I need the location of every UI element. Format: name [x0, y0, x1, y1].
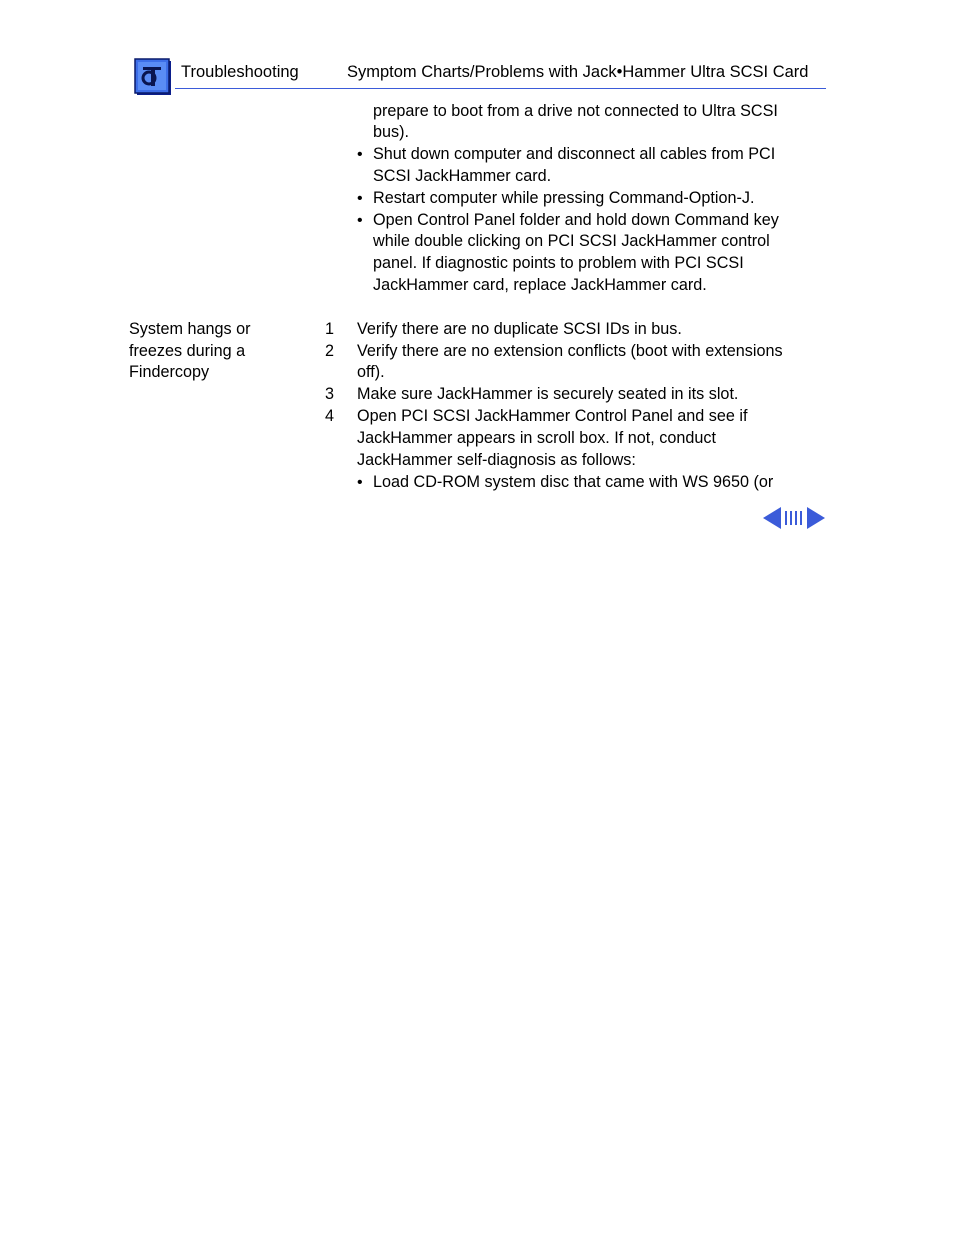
step-number: 3	[325, 385, 335, 403]
bullet-line: Open Control Panel folder and hold down Command key	[373, 211, 779, 229]
bullet-line: panel. If diagnostic points to problem with PCI SCSI	[373, 254, 744, 272]
step-line: Verify there are no extension conflicts (boot with extensions	[357, 342, 783, 360]
step-line: Make sure JackHammer is securely seated in its slot.	[357, 385, 739, 403]
bullet-line: Shut down computer and disconnect all cables from PCI	[373, 145, 776, 163]
step-number: 4	[325, 407, 335, 425]
bullet-line: JackHammer card, replace JackHammer card.	[373, 276, 707, 294]
apple-service-logo-icon	[134, 58, 172, 96]
next-page-arrow-icon[interactable]	[807, 507, 825, 529]
step-line: Verify there are no duplicate SCSI IDs in bus.	[357, 320, 682, 338]
bullet-line: while double clicking on PCI SCSI JackHammer control	[373, 232, 770, 250]
bullet-dot: •	[357, 190, 363, 207]
step-line: off).	[357, 363, 385, 381]
page-navigation	[763, 506, 827, 530]
prev-page-arrow-icon[interactable]	[763, 507, 781, 529]
bullet-dot: •	[357, 474, 363, 491]
step-line: JackHammer appears in scroll box. If not, conduct	[357, 429, 716, 447]
bullet-line: Load CD-ROM system disc that came with WS 9650 (or	[373, 473, 774, 491]
step-number: 1	[325, 320, 335, 338]
step-number: 2	[325, 342, 335, 360]
bullet-dot: •	[357, 212, 363, 229]
continued-line: bus).	[373, 123, 409, 141]
continued-line: prepare to boot from a drive not connected to Ultra SCSI	[373, 102, 778, 120]
symptom-label: Findercopy	[129, 363, 210, 381]
page-index-bars-icon[interactable]	[785, 511, 802, 525]
bullet-dot: •	[357, 146, 363, 163]
symptom-label: freezes during a	[129, 342, 246, 360]
step-line: Open PCI SCSI JackHammer Control Panel and see if	[357, 407, 748, 425]
section-name: Troubleshooting	[181, 63, 299, 81]
page-title: Symptom Charts/Problems with Jack•Hammer Ultra SCSI Card	[347, 63, 809, 81]
symptom-label: System hangs or	[129, 320, 251, 338]
bullet-line: SCSI JackHammer card.	[373, 167, 552, 185]
step-line: JackHammer self-diagnosis as follows:	[357, 451, 636, 469]
header-rule	[175, 88, 826, 89]
bullet-line: Restart computer while pressing Command-Option-J.	[373, 189, 755, 207]
